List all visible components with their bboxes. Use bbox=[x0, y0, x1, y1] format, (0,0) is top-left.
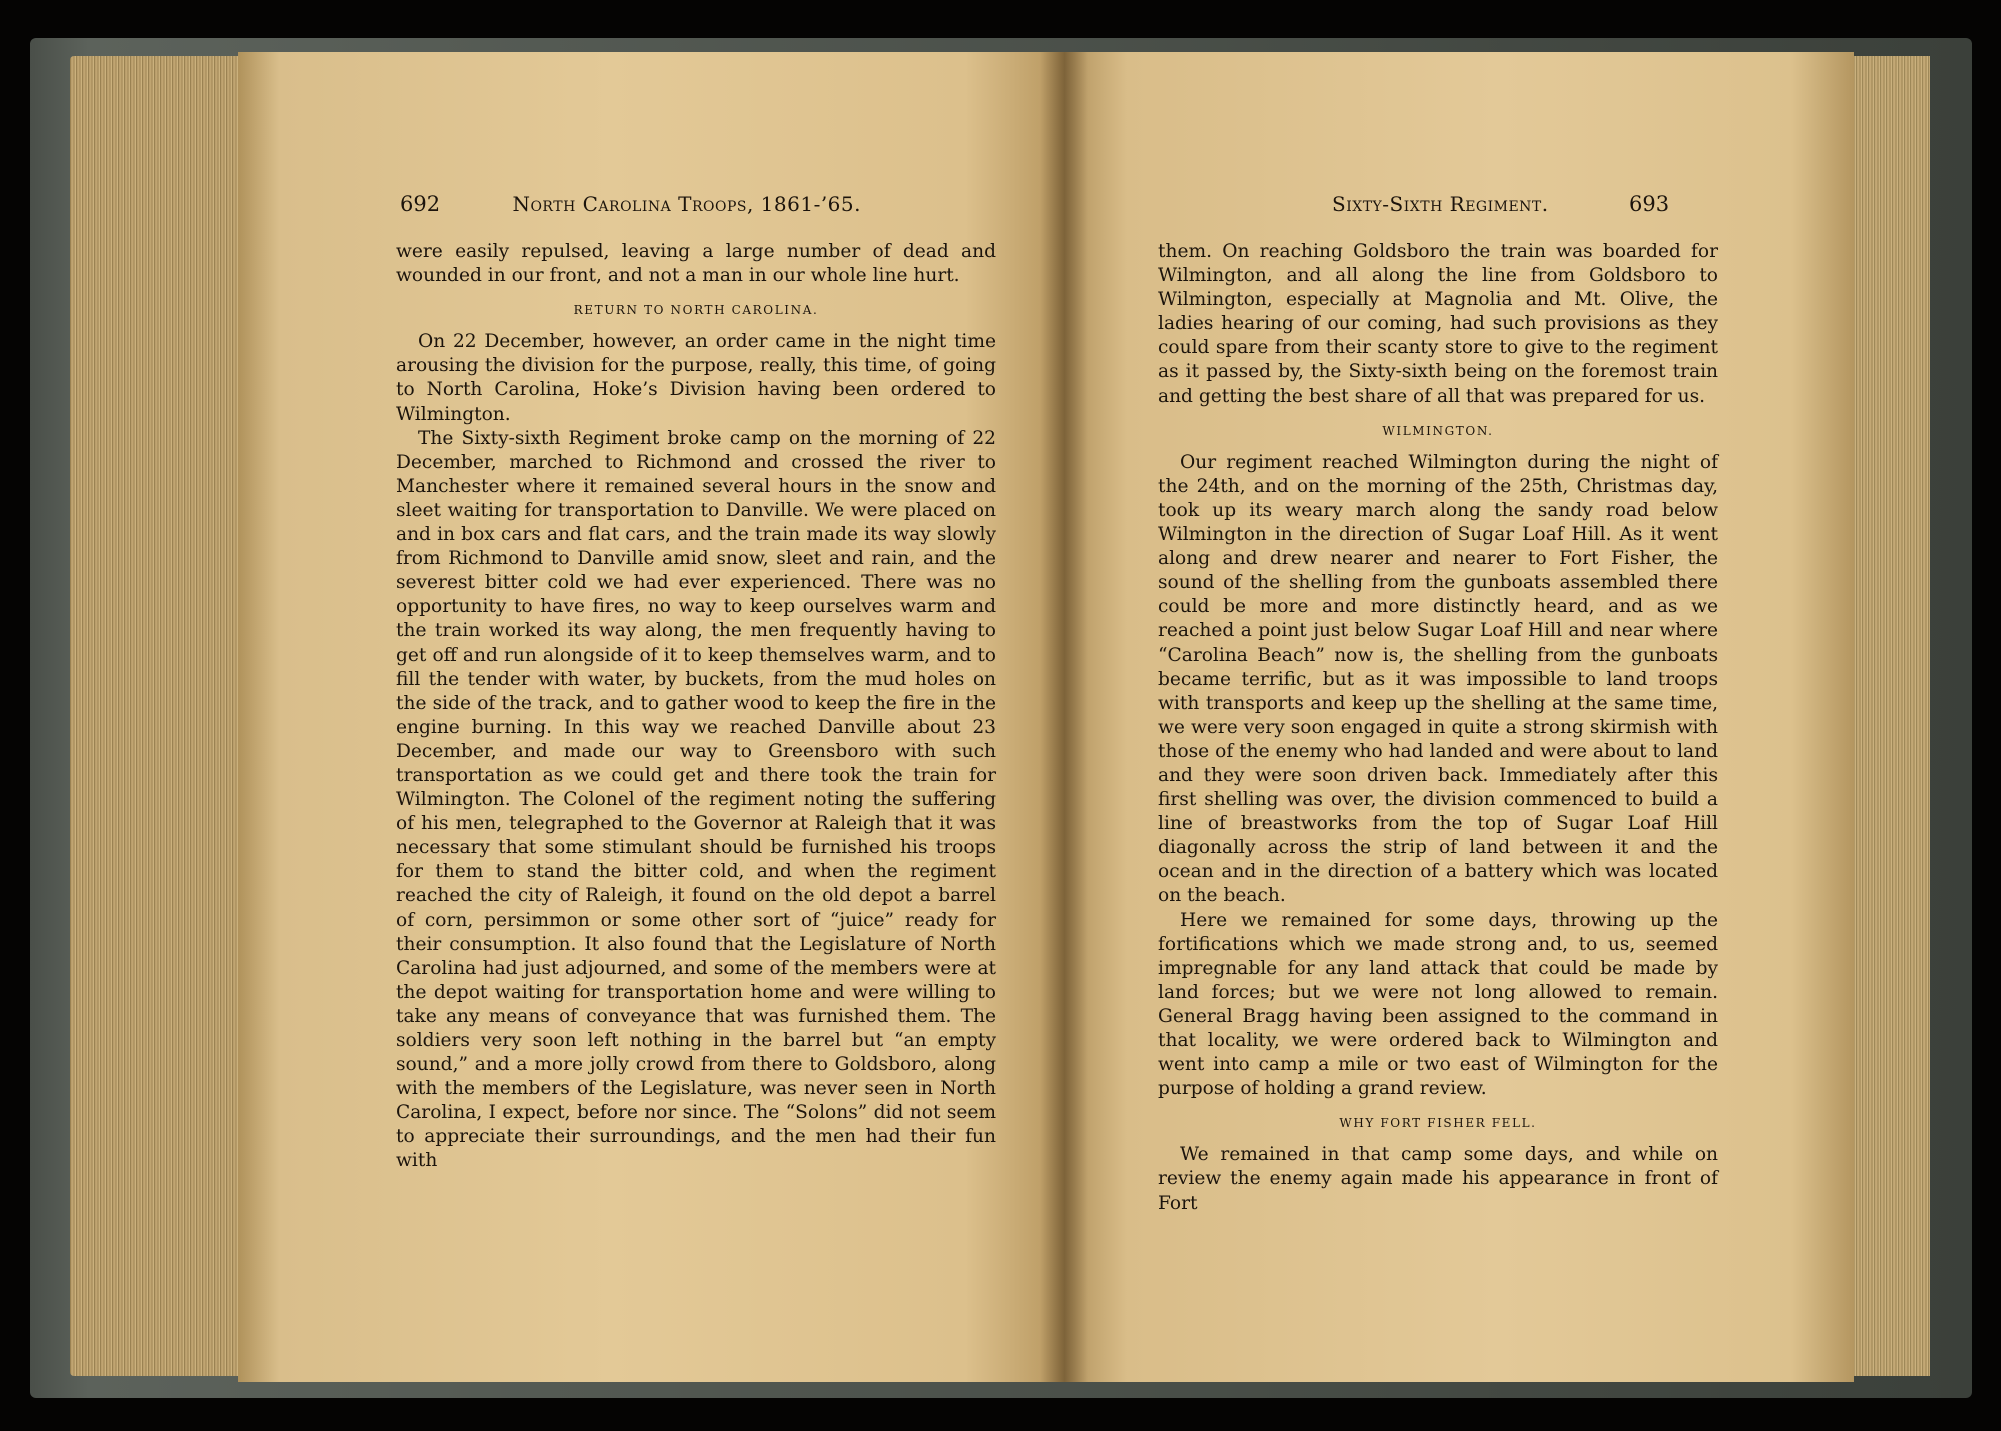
page-edges-left bbox=[70, 56, 240, 1376]
left-running-head: North Carolina Troops, 1861-’65. bbox=[512, 192, 861, 216]
left-paragraph-2: The Sixty-sixth Regiment broke camp on the morning of 22 December, marched to Richmond and crossed the river to Manchester where it remained several hours in the snow and sleet waiting for transportation to Danville. We were placed on and in box cars and flat cars, and the train made its way slowly from Richmond to Danville amid snow, sleet and rain, and the severest bitter cold we had ever experienced. There was no opportunity to have fires, no way to keep ourselves warm and the train worked its way along, the men frequently having to get off and run alongside of it to keep themselves warm, and to fill the tender with water, by buckets, from the mud holes on the side of the track, and to gather wood to keep the fire in the engine burning. In this way we reached Danville about 23 December, and made our way to Greensboro with such transportation as we could get and there took the train for Wilmington. The Colonel of the regiment noting the suffering of his men, telegraphed to the Governor at Raleigh that it was necessary that some stimulant should be furnished his troops for them to stand the bitter cold, and when the regiment reached the city of Raleigh, it found on the old depot a barrel of corn, persimmon or some other sort of “juice” ready for their consumption. It also found that the Legislature of North Carolina had just adjourned, and some of the members were at the depot waiting for transportation home and were willing to take any means of conveyance that was furnished them. The soldiers very soon left nothing in the barrel but “an empty sound,” and a more jolly crowd from there to Goldsboro, along with the members of the Legislature, was never seen in North Carolina, I expect, before nor since. The “Solons” did not seem to appreciate their surroundings, and the men had their fun with bbox=[396, 427, 996, 1172]
right-paragraph-2: Here we remained for some days, throwing up the fortifications which we made strong and, to us, seemed impregnable for any land attack that could be made by land forces; but we were not long allowed to remain. General Bragg having been assigned to the command in that locality, we were ordered back to Wilmington and went into camp a mile or two east of Wilmington for the purpose of holding a grand review. bbox=[1158, 909, 1718, 1100]
right-page-number: 693 bbox=[1629, 192, 1670, 216]
left-page-number: 692 bbox=[400, 192, 441, 216]
left-paragraph-1: On 22 December, however, an order came in the night time arousing the division for the purpose, really, this time, of going to North Carolina, Hoke’s Division having been ordered to Wilmington. bbox=[396, 331, 996, 425]
left-page bbox=[238, 52, 1064, 1382]
right-page-body bbox=[1158, 240, 1718, 1216]
right-page-header bbox=[1332, 192, 1669, 216]
section-title-wilmington: WILMINGTON. bbox=[1382, 423, 1494, 438]
right-running-head: Sixty-Sixth Regiment. bbox=[1332, 192, 1549, 216]
right-paragraph-1: Our regiment reached Wilmington during the night of the 24th, and on the morning of the 25th, Christmas day, took up its weary march along the sandy road below Wilmington in the direction of Sugar Loaf Hill. As it went along and drew nearer and nearer to Fort Fisher, the sound of the shelling from the gunboats assembled there could be more and more distinctly heard, and as we reached a point just below Sugar Loaf Hill and near where “Carolina Beach” now is, the shelling from the gunboats became terrific, but as it was impossible to land troops with transports and keep up the shelling at the same time, we were very soon engaged in quite a strong skirmish with those of the enemy who had landed and were about to land and they were soon driven back. Immediately after this first shelling was over, the division commenced to build a line of breastworks from the top of Sugar Loaf Hill diagonally across the strip of land between it and the ocean and in the direction of a battery which was located on the beach. bbox=[1158, 451, 1718, 907]
page-edges-right bbox=[1850, 56, 1930, 1376]
section-title-fort-fisher: WHY FORT FISHER FELL. bbox=[1339, 1116, 1537, 1131]
right-opening-paragraph: them. On reaching Goldsboro the train was boarded for Wilmington, and all along the line from Goldsboro to Wilmington, especially at Magnolia and Mt. Olive, the ladies hearing of our coming, had such provisions as they could spare from their scanty store to give to the regiment as it passed by, the Sixty-sixth being on the foremost train and getting the best share of all that was prepared for us. bbox=[1158, 241, 1718, 407]
left-page-header bbox=[400, 192, 861, 216]
right-page bbox=[1064, 52, 1854, 1382]
left-page-body bbox=[396, 240, 996, 1174]
section-title-return: RETURN TO NORTH CAROLINA. bbox=[573, 303, 819, 318]
book-gutter bbox=[1040, 52, 1088, 1382]
left-opening-paragraph: were easily repulsed, leaving a large number of dead and wounded in our front, and not a man in our whole line hurt. bbox=[396, 241, 996, 287]
right-paragraph-3: We remained in that camp some days, and while on review the enemy again made his appearance in front of Fort bbox=[1158, 1144, 1718, 1214]
